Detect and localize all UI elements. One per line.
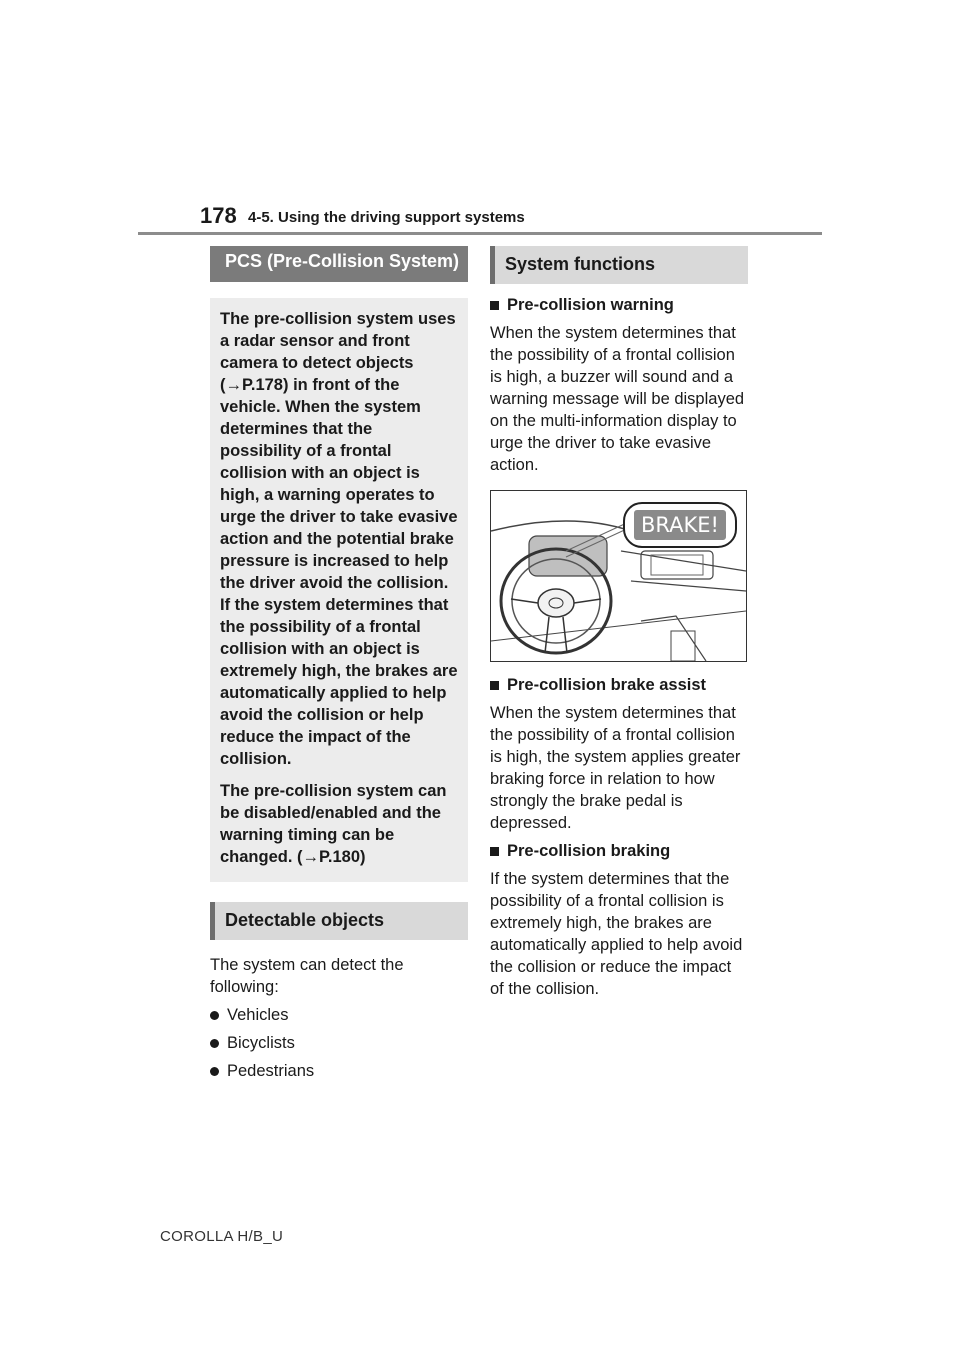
dashboard-illustration xyxy=(490,490,747,662)
intro-paragraph-2: The pre-collision system can be disabled/enabled and the warning timing can be changed. (→P.180) xyxy=(220,782,447,866)
braking-text: If the system determines that the possibility of a frontal collision is extremely high, the brakes are automatically applied to help avoid the collision or reduce the impact of the collision. xyxy=(490,870,743,998)
square-bullet-icon xyxy=(490,847,499,856)
intro-box xyxy=(210,298,468,882)
list-item: Pedestrians xyxy=(210,1060,468,1082)
list-item: Bicyclists xyxy=(210,1032,468,1054)
brake-assist-subheading: Pre-collision brake assist xyxy=(490,674,748,696)
pcs-heading: PCS (Pre-Collision System) xyxy=(210,246,468,282)
header-rule xyxy=(138,232,822,235)
footer-model: COROLLA H/B_U xyxy=(160,1228,284,1245)
square-bullet-icon xyxy=(490,301,499,310)
bullet-icon xyxy=(210,1039,219,1048)
bullet-icon xyxy=(210,1067,219,1076)
right-column xyxy=(490,246,748,1000)
bullet-icon xyxy=(210,1011,219,1020)
detectable-objects-heading: Detectable objects xyxy=(210,902,468,940)
left-column xyxy=(210,246,468,1088)
warning-subheading: Pre-collision warning xyxy=(490,294,748,316)
square-bullet-icon xyxy=(490,681,499,690)
brake-warning-label: BRAKE! xyxy=(641,513,719,537)
warning-text: When the system determines that the possibility of a frontal collision is high, a buzzer will sound and a warning message will be displayed on the multi-information display to urge the driver to take evasive action. xyxy=(490,324,745,474)
page-number: 178 xyxy=(200,203,237,228)
intro-paragraph-1: The pre-collision system uses a radar sensor and front camera to detect objects (→P.178) in front of the vehicle. When the system determines that the possibility of a frontal collision with an object is high, a warning operates to urge the driver to take evasive action and the potential brake pressure is increased to help the driver avoid the collision. If the system determines that the possibility of a frontal collision with an object is extremely high, the brakes are automatically applied to help avoid the collision or help reduce the impact of the collision. xyxy=(220,310,458,768)
detectable-list xyxy=(210,1004,468,1082)
system-functions-heading: System functions xyxy=(490,246,748,284)
detectable-text: The system can detect the following: xyxy=(210,956,404,996)
braking-subheading: Pre-collision braking xyxy=(490,840,748,862)
section-title: 4-5. Using the driving support systems xyxy=(248,209,525,226)
list-item: Vehicles xyxy=(210,1004,468,1026)
brake-assist-text: When the system determines that the possibility of a frontal collision is high, the system applies greater braking force in relation to how strongly the brake pedal is depressed. xyxy=(490,704,741,832)
